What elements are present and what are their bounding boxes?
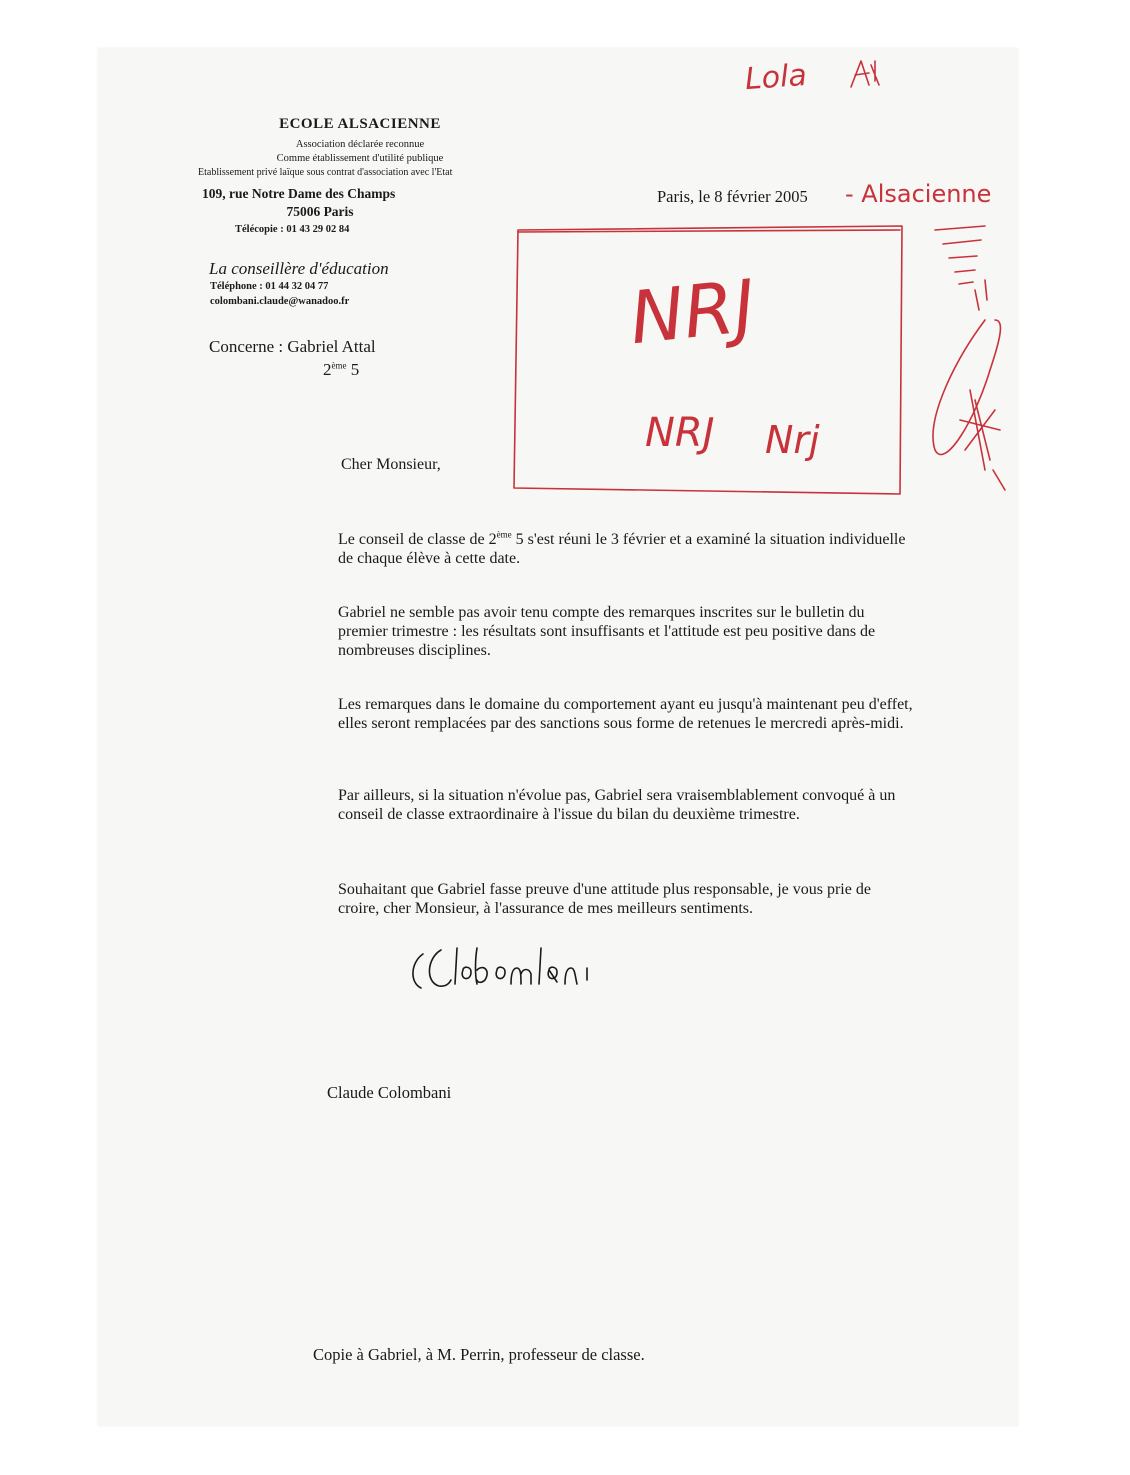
sender-role: La conseillère d'éducation (209, 259, 389, 278)
subject-class (323, 360, 359, 380)
subject-class-sup: ème (331, 360, 347, 371)
school-fax: Télécopie : 01 43 29 02 84 (235, 224, 350, 235)
annotation-red-box (510, 222, 910, 502)
subject-class-num: 2 (323, 360, 332, 379)
paragraph-3: Les remarques dans le domaine du comportement ayant eu jusqu'à maintenant peu d'effet, elles seront remplacées par des sanctions sous forme de retenues le mercredi après-midi. (338, 696, 913, 732)
header-line-2: Comme établissement d'utilité publique (276, 153, 444, 164)
signatory-name: Claude Colombani (327, 1083, 452, 1102)
sender-email: colombani.claude@wanadoo.fr (210, 296, 350, 307)
salutation: Cher Monsieur, (341, 456, 441, 473)
header-line-3: Etablissement privé laïque sous contrat d'association avec l'Etat (198, 167, 453, 178)
school-city: 75006 Paris (286, 204, 354, 219)
paragraph-1-a: Le conseil de classe de 2 (338, 531, 497, 548)
paragraph-1-b: 5 s'est réuni le 3 février et a examiné la situation individuelle de chaque élève à cette date. (338, 531, 906, 567)
subject-line: Concerne : Gabriel Attal (209, 337, 376, 356)
school-address: 109, rue Notre Dame des Champs (202, 186, 396, 201)
annotation-box-small-1: NRJ (645, 410, 715, 456)
letter-date: Paris, le 8 février 2005 (657, 187, 808, 206)
annotation-margin-doodle (915, 220, 1025, 510)
paragraph-1 (338, 530, 913, 568)
paragraph-1-sup: ème (496, 529, 512, 540)
handwritten-signature (405, 940, 605, 1000)
annotation-box-small-2: Nrj (765, 418, 820, 462)
paragraph-5: Souhaitant que Gabriel fasse preuve d'une attitude plus responsable, je vous prie de croire, cher Monsieur, à l'assurance de mes meilleurs sentiments. (338, 881, 871, 917)
header-line-1: Association déclarée reconnue (295, 139, 425, 150)
paragraph-4: Par ailleurs, si la situation n'évolue pas, Gabriel sera vraisemblablement convoqué à un conseil de classe extraordinaire à l'issue du bilan du deuxième trimestre. (338, 787, 896, 823)
paragraph-2: Gabriel ne semble pas avoir tenu compte des remarques inscrites sur le bulletin du premier trimestre : les résultats sont insuffisants et l'attitude est peu positive dans de nombreuses disciplines. (338, 604, 876, 659)
copy-line: Copie à Gabriel, à M. Perrin, professeur de classe. (313, 1345, 645, 1364)
annotation-initials-mark (845, 55, 885, 95)
sender-phone: Téléphone : 01 44 32 04 77 (210, 281, 329, 292)
school-name: ECOLE ALSACIENNE (279, 116, 441, 132)
annotation-box-big: NRJ (625, 263, 760, 361)
subject-class-suffix: 5 (346, 360, 360, 379)
annotation-date-scribble: - Alsacienne (845, 180, 992, 208)
annotation-top-scribble: Lola (743, 57, 808, 98)
